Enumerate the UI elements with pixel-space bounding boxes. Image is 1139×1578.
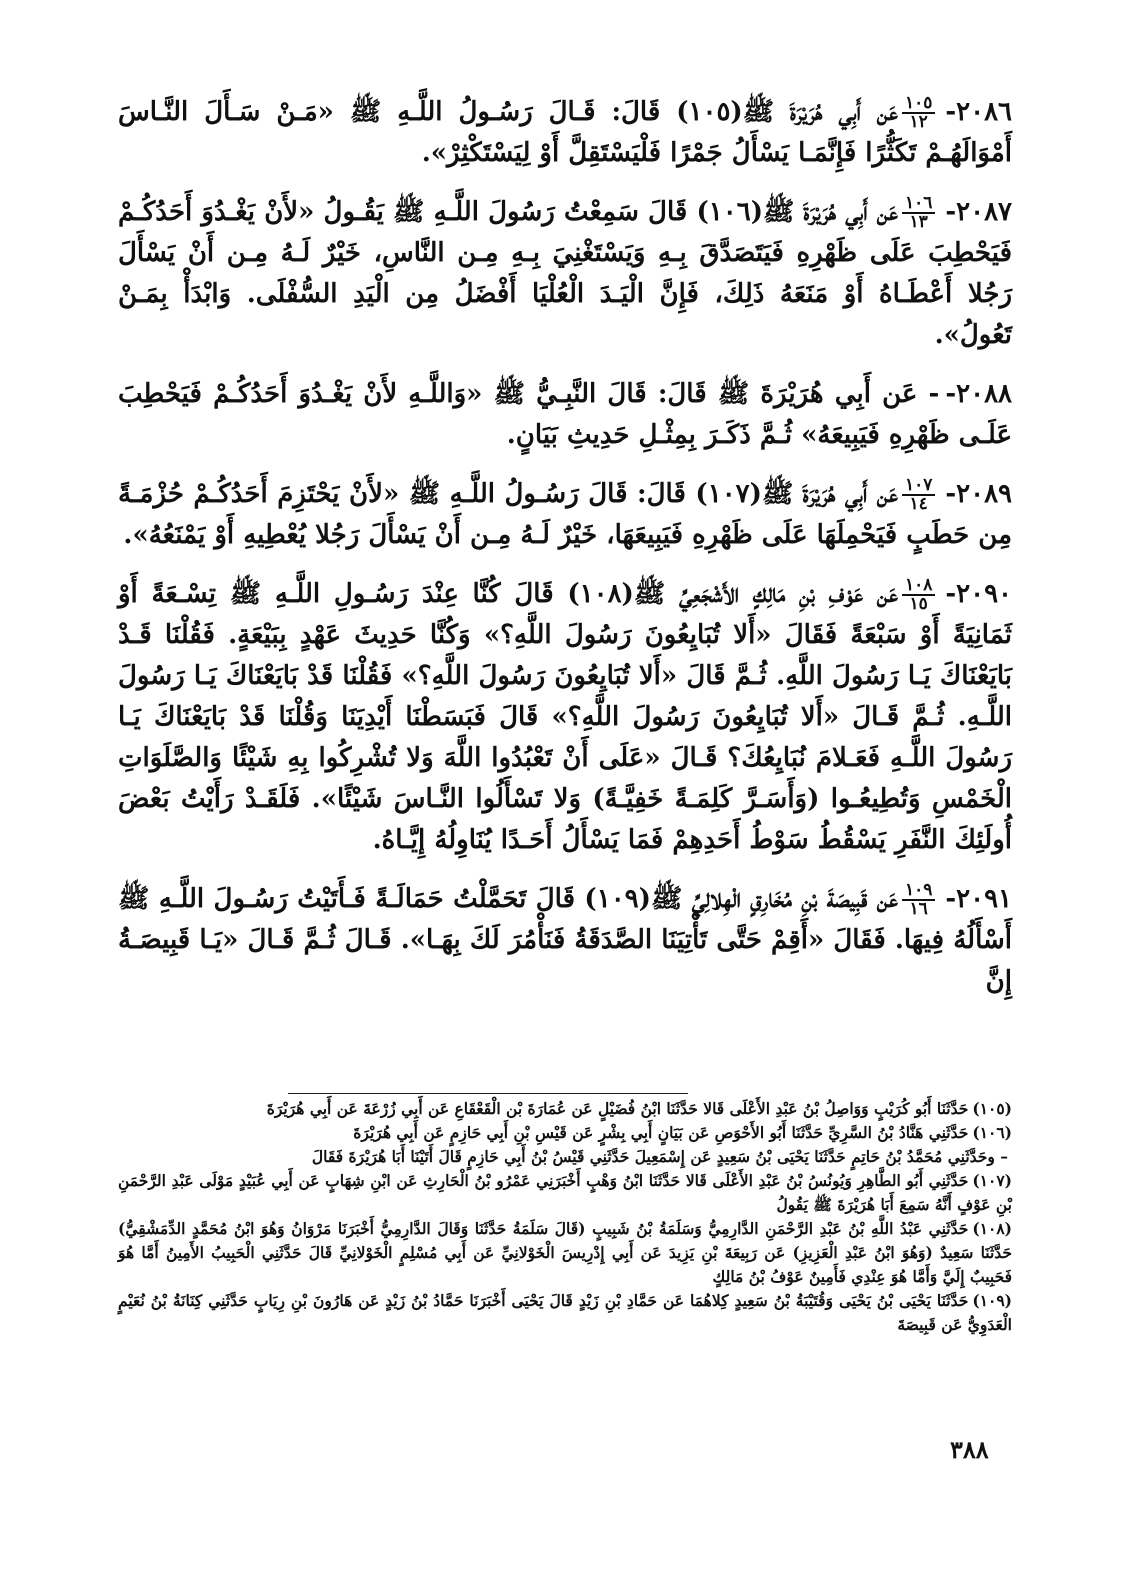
- footnote-106b: – وحَدَّثَنِي مُحَمَّدُ بْنُ حَاتِمٍ حَدَّثَنَا يَحْيَى بْنُ سَعِيدٍ عَن إِسْمَعِيلَ حَدَّثَنِي قَيْسُ بْنُ أَبِي حَازِمٍ قَالَ أَتَيْنَا أَبَا هُرَيْرَةَ فَقَالَ: [311, 1147, 1008, 1166]
- footnote-107: (١٠٧)حَدَّثَنِي أَبُو الطَّاهِرِ وَيُونُسُ بْنُ عَبْدِ الأَعْلَى قَالا حَدَّثَنَا ابْنُ وَهْبٍ أَخْبَرَنِي عَمْرُو بْنُ الْحَارِثِ عَن ابْنِ شِهَابٍ عَن أَبِي عُبَيْدٍ مَوْلَى عَبْدِ الرَّحْمَنِ بْنِ عَوْفٍ أَنَّهُ سَمِعَ أَبَا هُرَيْرَةَ ﷺ يَقُولُ: [118, 1171, 1012, 1214]
- hadith-text: - عَن أَبِي هُرَيْرَةَ ﷺ قَالَ: قَالَ النَّبِـيُّ ﷺ «وَاللَّـهِ لأَنْ يَغْـدُوَ أَحَدُكُـمْ فَيَحْطِبَ عَلَـى ظَهْرِهِ فَيَبِيعَهُ» ثُـمَّ ذَكَـرَ بِمِثْـلِ حَدِيثِ بَيَانٍ.: [118, 379, 1012, 450]
- hadith-number: ٢٠٩١-: [945, 884, 1012, 914]
- hadith-2091: [118, 879, 1012, 1002]
- hadith-text: عَن عَوْفِ بْنِ مَالِكٍ الأَشْجَعِيِّ ﷺ(١٠٨) قَالَ كُنَّا عِنْدَ رَسُـولِ اللَّـهِ ﷺ تِسْـعَةً أَوْ ثَمَانِيَةً أَوْ سَبْعَةً فَقَالَ «أَلا تُبَايِعُونَ رَسُولَ اللَّهِ؟» وَكُنَّا حَدِيثَ عَهْدٍ بِبَيْعَةٍ. فَقُلْنَا قَـدْ بَايَعْنَاكَ يَـا رَسُولَ اللَّهِ. ثُـمَّ قَالَ «أَلا تُبَايِعُونَ رَسُولَ اللَّهِ؟» فَقُلْنَا قَدْ بَايَعْنَاكَ يَـا رَسُولَ اللَّـهِ. ثُـمَّ قَـالَ «أَلا تُبَايِعُونَ رَسُولَ اللَّهِ؟» قَالَ فَبَسَطْنَا أَيْدِيَنَا وَقُلْنَا قَدْ بَايَعْنَاكَ يَـا رَسُولَ اللَّـهِ فَعَـلامَ نُبَايِعُكَ؟ قَـالَ «عَلَى أَنْ تَعْبُدُوا اللَّهَ وَلا تُشْرِكُوا بِهِ شَيْئًا وَالصَّلَوَاتِ الْخَمْسِ وَتُطِيعُـوا (وَأَسَـرَّ كَلِمَـةً خَفِيَّـةً) وَلا تَسْأَلُوا النَّـاسَ شَيْئًا». فَلَقَـدْ رَأَيْتُ بَعْضَ أُولَئِكَ النَّفَرِ يَسْقُطُ سَوْطُ أَحَدِهِمْ فَمَا يَسْأَلُ أَحَـدًا يُنَاوِلُهُ إِيَّـاهُ.: [118, 579, 1012, 855]
- cross-reference-fraction: $\frac{١٠٧}{١٤}$: [902, 477, 935, 513]
- page-number: ٣٨٨: [950, 1435, 989, 1464]
- hadith-text: عَن أَبِي هُرَيْرَةَ ﷺ(١٠٦) قَالَ سَمِعْتُ رَسُولَ اللَّـهِ ﷺ يَقُـولُ «لأَنْ يَغْـدُوَ أَحَدُكُـمْ فَيَحْطِبَ عَلَى ظَهْرِهِ فَيَتَصَدَّقَ بِـهِ وَيَسْتَغْنِيَ بِـهِ مِـن النَّاسِ، خَيْرٌ لَـهُ مِـن أَنْ يَسْأَلَ رَجُلا أَعْطَـاهُ أَوْ مَنَعَهُ ذَلِكَ، فَإِنَّ الْيَـدَ الْعُلْيَا أَفْضَلُ مِن الْيَدِ السُّفْلَى. وَابْدَأْ بِمَـنْ تَعُولُ».: [118, 197, 1012, 350]
- hadith-number: ٢٠٩٠-: [945, 579, 1012, 609]
- hadith-text: عَن قَبِيصَةَ بْنِ مُخَارِقٍ الْهِلالِيِّ ﷺ(١٠٩) قَالَ تَحَمَّلْتُ حَمَالَـةً فَـأَتَيْتُ رَسُـولَ اللَّـهِ ﷺ أَسْأَلُهُ فِيهَا. فَقَالَ «أَقِمْ حَتَّى تَأْتِيَنَا الصَّدَقَةُ فَنَأْمُرَ لَكَ بِهَـا». قَـالَ ثُـمَّ قَـالَ «يَـا قَبِيصَـةُ إِنَّ: [118, 884, 1013, 996]
- hadith-number: ٢٠٨٧-: [945, 197, 1013, 227]
- hadith-2087: [118, 192, 1012, 356]
- footnote-108: (١٠٨)حَدَّثَنِي عَبْدُ اللَّهِ بْنُ عَبْدِ الرَّحْمَنِ الدَّارِمِيُّ وَسَلَمَةُ بْنُ شَبِيبٍ (قَالَ سَلَمَةُ حَدَّثَنَا وَقَالَ الدَّارِمِيُّ أَخْبَرَنَا مَرْوَانُ وَهُوَ ابْنُ مُحَمَّدٍ الدِّمَشْقِيُّ) حَدَّثَنَا سَعِيدٌ (وَهُوَ ابْنُ عَبْدِ الْعَزِيزِ) عَن رَبِيعَةَ بْنِ يَزِيدَ عَن أَبِي إِدْرِيسَ الْخَوْلانِيِّ عَن أَبِي مُسْلِمٍ الْخَوْلانِيِّ قَالَ حَدَّثَنِي الْحَبِيبُ الأَمِينُ أَمَّا هُوَ فَحَبِيبٌ إِلَيَّ وَأَمَّا هُوَ عِنْدِي فَأَمِينٌ عَوْفُ بْنُ مَالِكٍ: [118, 1219, 1012, 1286]
- hadith-2089: [118, 474, 1012, 556]
- hadith-2086: [118, 92, 1012, 174]
- footnote-106: (١٠٦)حَدَّثَنِي هَنَّادُ بْنُ السَّرِيِّ حَدَّثَنَا أَبُو الأَحْوَصِ عَن بَيَانٍ أَبِي بِشْرٍ عَن قَيْسِ بْنِ أَبِي حَازِمٍ عَن أَبِي هُرَيْرَةَ: [353, 1123, 1012, 1142]
- hadith-2088: [118, 374, 1012, 456]
- cross-reference-fraction: $\frac{١٠٦}{١٣}$: [902, 195, 935, 231]
- hadith-text: عَن أَبِي هُرَيْرَةَ ﷺ(١٠٧) قَالَ: قَالَ رَسُـولُ اللَّـهِ ﷺ «لأَنْ يَحْتَزِمَ أَحَدُكُـمْ حُزْمَـةً مِن حَطَبٍ فَيَحْمِلَهَا عَلَى ظَهْرِهِ فَيَبِيعَهَا، خَيْرٌ لَـهُ مِـن أَنْ يَسْأَلَ رَجُلا يُعْطِيهِ أَوْ يَمْنَعُهُ».: [118, 479, 1012, 550]
- footnotes: [118, 1097, 1012, 1337]
- footnote-109: (١٠٩)حَدَّثَنَا يَحْيَى بْنُ يَحْيَى وَقُتَيْبَةُ بْنُ سَعِيدٍ كِلاهُمَا عَن حَمَّادِ بْنِ زَيْدٍ قَالَ يَحْيَى أَخْبَرَنَا حَمَّادُ بْنُ زَيْدٍ عَن هَارُونَ بْنِ رِيَابٍ حَدَّثَنِي كِنَانَةُ بْنُ نُعَيْمٍ الْعَدَوِيُّ عَن قَبِيصَةَ: [118, 1291, 1012, 1334]
- footnote-105: (١٠٥)حَدَّثَنَا أَبُو كُرَيْبٍ وَوَاصِلُ بْنُ عَبْدِ الأَعْلَى قَالا حَدَّثَنَا ابْنُ فُضَيْلٍ عَن عُمَارَةَ بْن الْقَعْقَاعِ عَن أَبِي زُرْعَةَ عَن أَبِي هُرَيْرَةَ: [266, 1099, 1012, 1118]
- main-text: [118, 92, 1012, 1020]
- cross-reference-fraction: $\frac{١٠٩}{١٦}$: [902, 882, 935, 918]
- hadith-2090: [118, 574, 1012, 861]
- footnote-divider: [288, 1093, 688, 1094]
- cross-reference-fraction: $\frac{١٠٥}{١٢}$: [902, 95, 935, 131]
- cross-reference-fraction: $\frac{١٠٨}{١٥}$: [902, 577, 935, 613]
- hadith-text: عَن أَبِي هُرَيْرَةَ ﷺ(١٠٥) قَالَ: قَـالَ رَسُـولُ اللَّـهِ ﷺ «مَـنْ سَـأَلَ النَّـاسَ أَمْوَالَهُـمْ تَكَثُّرًا فَإِنَّمَـا يَسْأَلُ جَمْرًا فَلْيَسْتَقِلَّ أَوْ لِيَسْتَكْثِرْ».: [118, 97, 1012, 168]
- hadith-number: ٢٠٨٦-: [945, 97, 1012, 127]
- hadith-number: ٢٠٨٨-: [945, 379, 1012, 409]
- hadith-number: ٢٠٨٩-: [945, 479, 1012, 509]
